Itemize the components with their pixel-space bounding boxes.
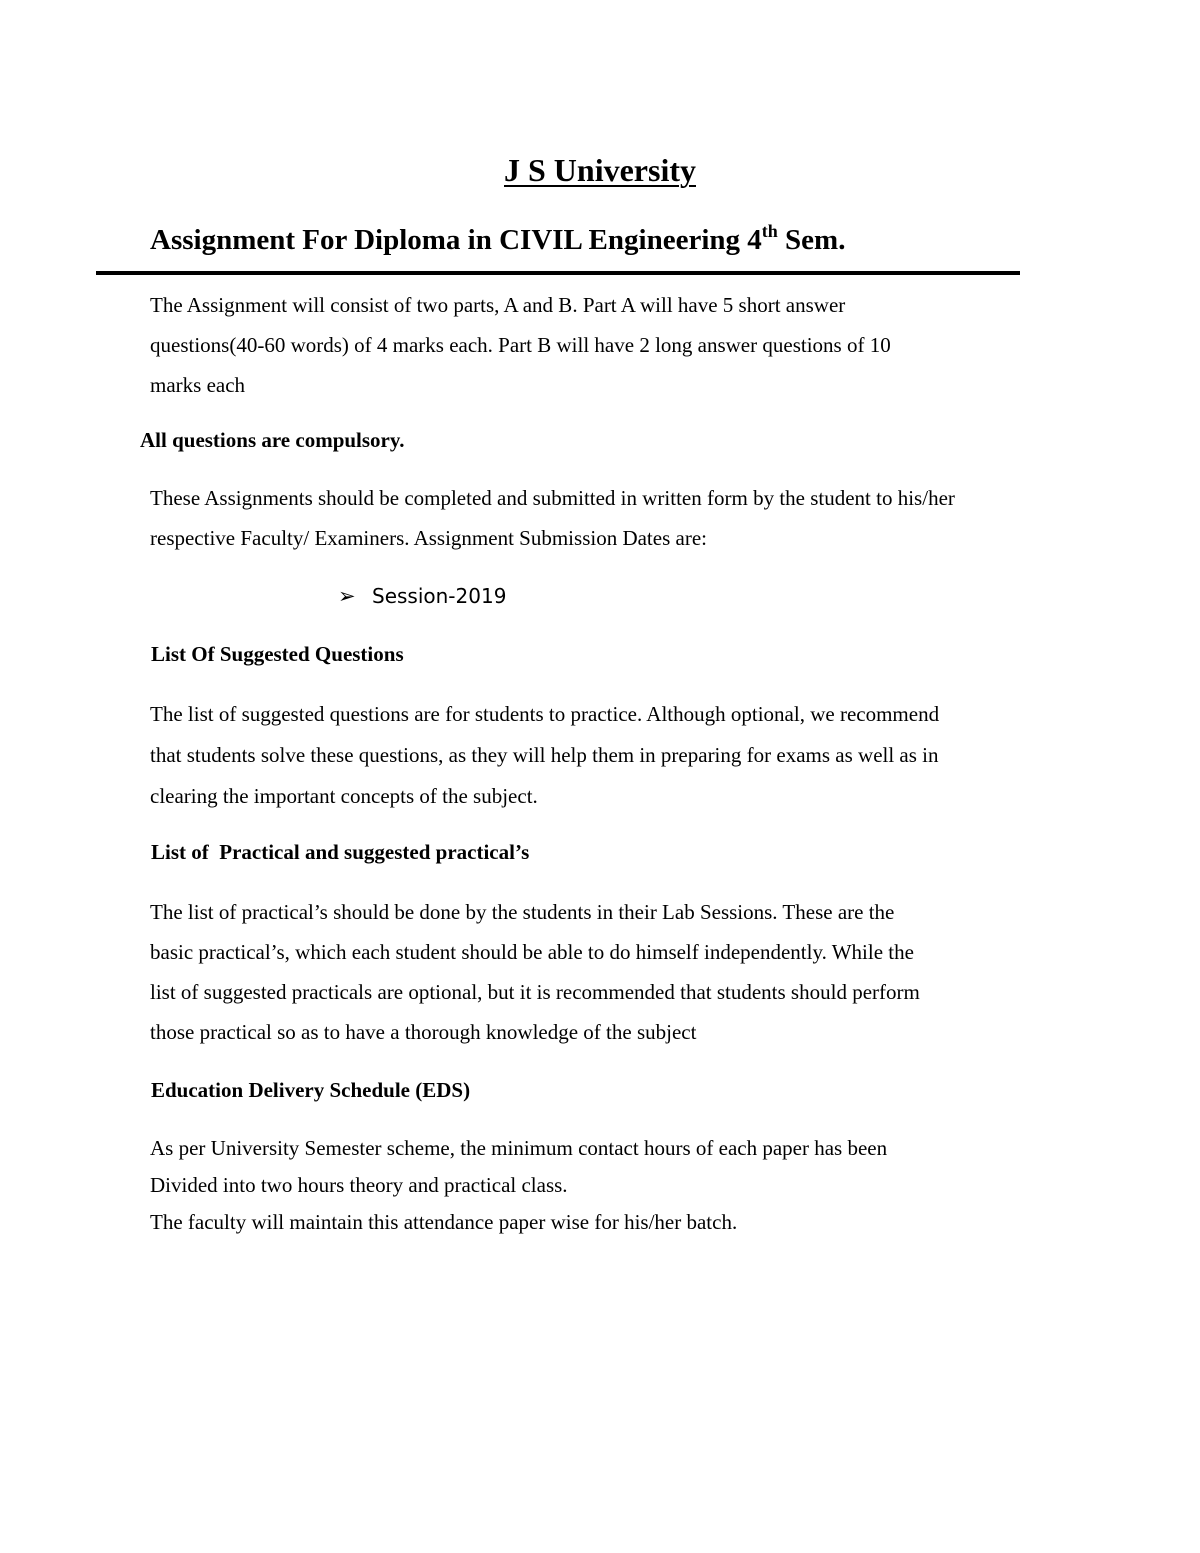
heading-divider — [96, 271, 1020, 275]
intro-line: questions(40-60 words) of 4 marks each. Part B will have 2 long answer questions of 10 — [150, 333, 891, 357]
practical-heading: List of Practical and suggested practical’s — [151, 840, 530, 864]
submission-line: respective Faculty/ Examiners. Assignment Submission Dates are: — [150, 526, 707, 550]
paragraph-line: The list of suggested questions are for students to practice. Although optional, we recommend — [150, 702, 940, 726]
paragraph-line: Divided into two hours theory and practical class. — [150, 1173, 568, 1197]
university-title: J S University — [504, 152, 696, 188]
suggested-questions-heading: List Of Suggested Questions — [151, 642, 404, 666]
paragraph-line: The faculty will maintain this attendance paper wise for his/her batch. — [150, 1210, 738, 1234]
eds-heading: Education Delivery Schedule (EDS) — [151, 1078, 471, 1102]
intro-line: marks each — [150, 373, 246, 397]
assignment-subtitle — [150, 222, 845, 258]
paragraph-line: As per University Semester scheme, the minimum contact hours of each paper has been — [150, 1136, 888, 1160]
eds-paragraph — [150, 1130, 887, 1241]
paragraph-line: list of suggested practicals are optional, but it is recommended that students should perform — [150, 980, 920, 1004]
compulsory-note: All questions are compulsory. — [140, 428, 405, 452]
paragraph-line: those practical so as to have a thorough knowledge of the subject — [150, 1020, 697, 1044]
paragraph-line: basic practical’s, which each student should be able to do himself independently. While the — [150, 940, 914, 964]
session-label: Session-2019 — [372, 584, 507, 608]
paragraph-line: clearing the important concepts of the subject. — [150, 784, 538, 808]
paragraph-line: that students solve these questions, as they will help them in preparing for exams as well as in — [150, 743, 939, 767]
submission-line: These Assignments should be completed and submitted in written form by the student to his/her — [150, 486, 955, 510]
intro-line: The Assignment will consist of two parts, A and B. Part A will have 5 short answer — [150, 293, 846, 317]
intro-paragraph — [150, 285, 891, 405]
arrow-bullet-icon: ➢ — [338, 584, 356, 608]
subtitle-tail: Sem. — [777, 224, 846, 256]
paragraph-line: The list of practical’s should be done by the students in their Lab Sessions. These are the — [150, 900, 895, 924]
practical-paragraph — [150, 892, 920, 1052]
subtitle-main: Assignment For Diploma in CIVIL Engineering 4 — [150, 224, 762, 256]
subtitle-superscript: th — [761, 221, 778, 241]
session-bullet — [338, 582, 506, 610]
suggested-questions-paragraph — [150, 694, 939, 817]
submission-paragraph — [150, 478, 955, 558]
